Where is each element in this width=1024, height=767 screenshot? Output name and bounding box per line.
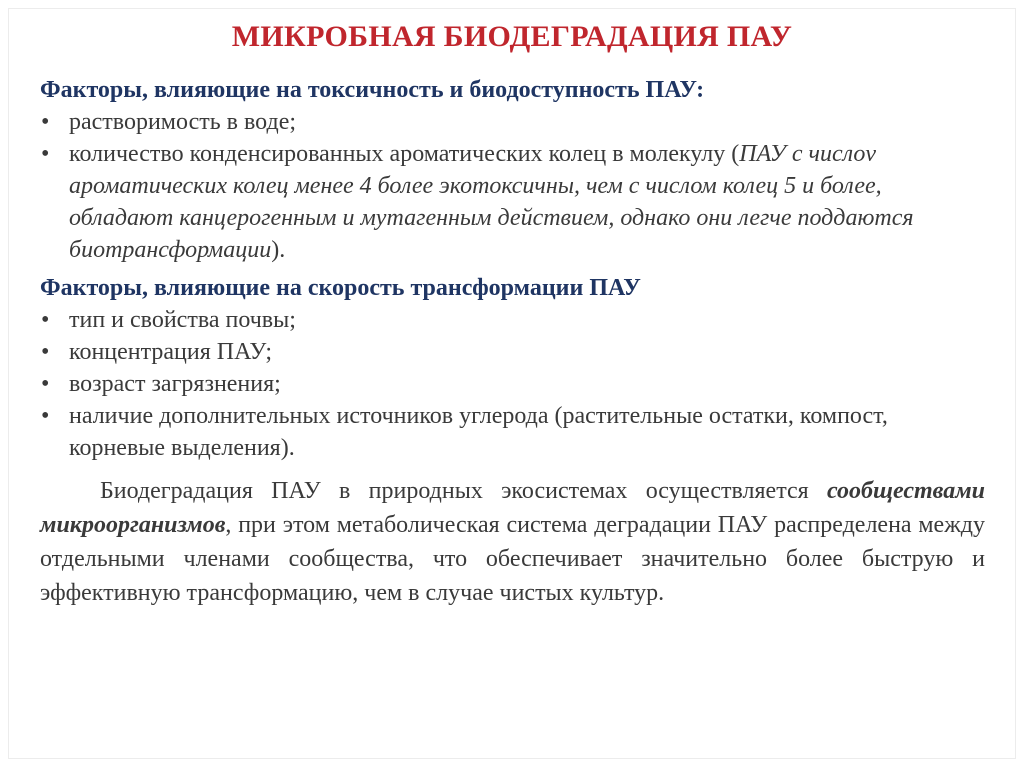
- section2-bullet-1: • тип и свойства почвы;: [40, 304, 985, 336]
- paragraph-rest: , при этом метаболическая система деградации ПАУ распределена между отдельными членами сообщества, что обеспечивает значительно более быструю и эффективную трансформацию, чем в случае чистых культур.: [40, 512, 985, 606]
- section2-list: [40, 304, 985, 464]
- bullet2-italic-note: ПАУ с числоv ароматических колец менее 4 более экотоксичны, чем с числом колец 5 и более, обладают канцерогенным и мутагенным действием, однако они легче поддаются биотрансформации: [69, 141, 914, 263]
- bullet2-close: ).: [271, 237, 286, 263]
- section2-heading: Факторы, влияющие на скорость трансформации ПАУ: [40, 275, 641, 301]
- section2-bullet-3: • возраст загрязнения;: [40, 368, 985, 400]
- paragraph-lead: Биодеградация ПАУ в природных экосистемах осуществляется: [100, 478, 827, 504]
- section1-bullet-1: • растворимость в воде;: [40, 106, 985, 138]
- section1-bullet-2: [40, 138, 985, 266]
- slide-content: [40, 74, 985, 610]
- bullet2-text: количество конденсированных ароматических колец в молекулу (: [69, 141, 740, 167]
- paragraph-emphasis: сообществами микроорганизмов: [40, 478, 985, 538]
- section1-list: [40, 106, 985, 266]
- slide-title: МИКРОБНАЯ БИОДЕГРАДАЦИЯ ПАУ: [231, 20, 793, 53]
- section1-heading: Факторы, влияющие на токсичность и биодоступность ПАУ:: [40, 77, 705, 103]
- summary-paragraph: [40, 474, 985, 610]
- section2-bullet-2: • концентрация ПАУ;: [40, 336, 985, 368]
- section2-bullet-4: • наличие дополнительных источников углерода (растительные остатки, компост, корневые выделения).: [40, 400, 985, 464]
